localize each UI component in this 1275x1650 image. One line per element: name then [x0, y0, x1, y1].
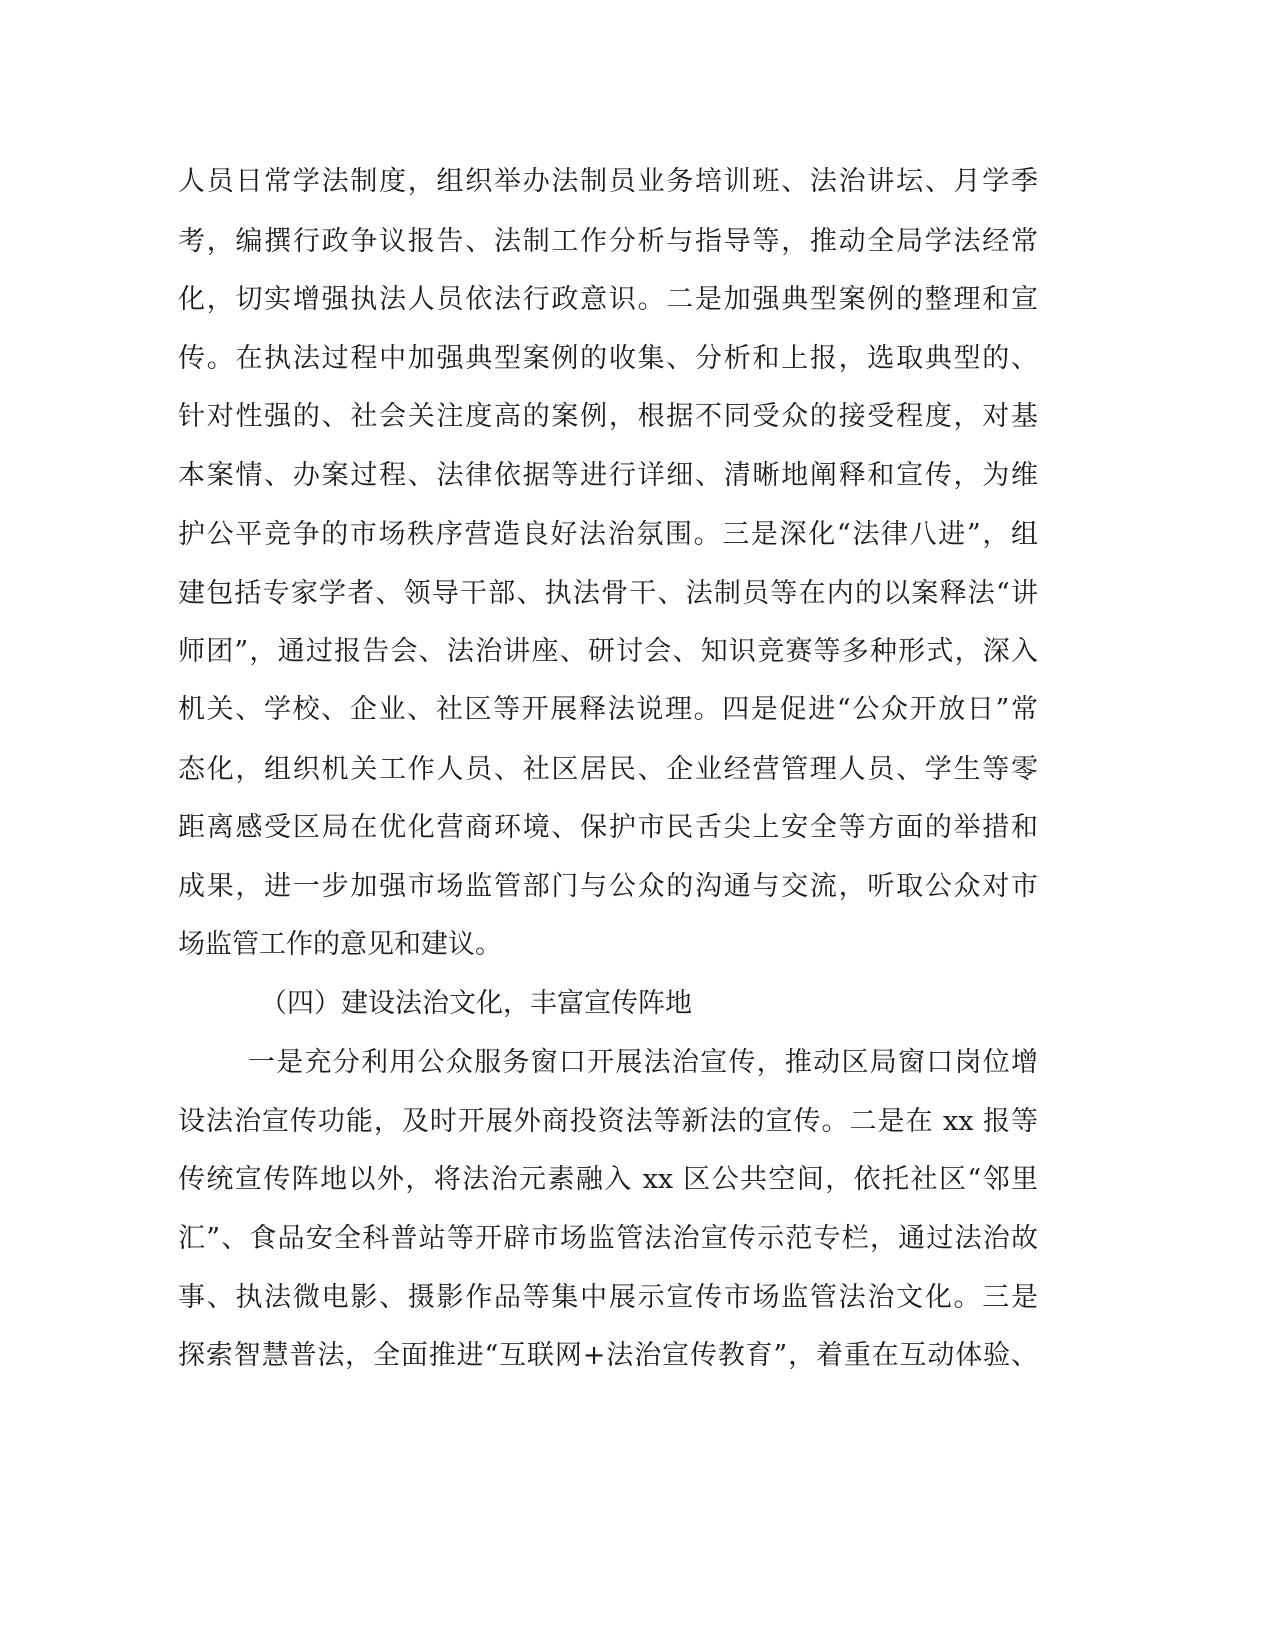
body-line-18: 传统宣传阵地以外，将法治元素融入 xx 区公共空间，依托社区“邻里: [178, 1164, 1038, 1195]
body-line-4: 传。在执法过程中加强典型案例的收集、分析和上报，选取典型的、: [178, 343, 1038, 374]
body-line-19: 汇”、食品安全科普站等开辟市场监管法治宣传示范专栏，通过法治故: [178, 1223, 1038, 1254]
body-line-6: 本案情、办案过程、法律依据等进行详细、清晰地阐释和宣传，为维: [178, 460, 1038, 491]
section-heading: （四）建设法治文化，丰富宣传阵地: [260, 988, 692, 1019]
body-line-10: 机关、学校、企业、社区等开展释法说理。四是促进“公众开放日”常: [178, 694, 1038, 725]
body-line-20: 事、执法微电影、摄影作品等集中展示宣传市场监管法治文化。三是: [178, 1282, 1038, 1313]
body-line-13: 成果，进一步加强市场监管部门与公众的沟通与交流，听取公众对市: [178, 871, 1038, 902]
body-line-7: 护公平竞争的市场秩序营造良好法治氛围。三是深化“法律八进”，组: [178, 519, 1038, 550]
body-line-11: 态化，组织机关工作人员、社区居民、企业经营管理人员、学生等零: [178, 754, 1038, 785]
body-line-9: 师团”，通过报告会、法治讲座、研讨会、知识竞赛等多种形式，深入: [178, 636, 1038, 667]
body-line-21: 探索智慧普法，全面推进“互联网+法治宣传教育”，着重在互动体验、: [178, 1340, 1038, 1371]
body-line-17: 设法治宣传功能，及时开展外商投资法等新法的宣传。二是在 xx 报等: [178, 1106, 1038, 1137]
body-line-5: 针对性强的、社会关注度高的案例，根据不同受众的接受程度，对基: [178, 401, 1038, 432]
body-line-2: 考，编撰行政争议报告、法制工作分析与指导等，推动全局学法经常: [178, 226, 1038, 257]
body-line-3: 化，切实增强执法人员依法行政意识。二是加强典型案例的整理和宣: [178, 284, 1038, 315]
body-line-12: 距离感受区局在优化营商环境、保护市民舌尖上安全等方面的举措和: [178, 812, 1038, 843]
body-line-16: 一是充分利用公众服务窗口开展法治宣传，推动区局窗口岗位增: [248, 1047, 1038, 1078]
body-line-8: 建包括专家学者、领导干部、执法骨干、法制员等在内的以案释法“讲: [178, 578, 1038, 609]
body-line-14: 场监管工作的意见和建议。: [178, 929, 502, 960]
body-line-1: 人员日常学法制度，组织举办法制员业务培训班、法治讲坛、月学季: [178, 166, 1038, 197]
